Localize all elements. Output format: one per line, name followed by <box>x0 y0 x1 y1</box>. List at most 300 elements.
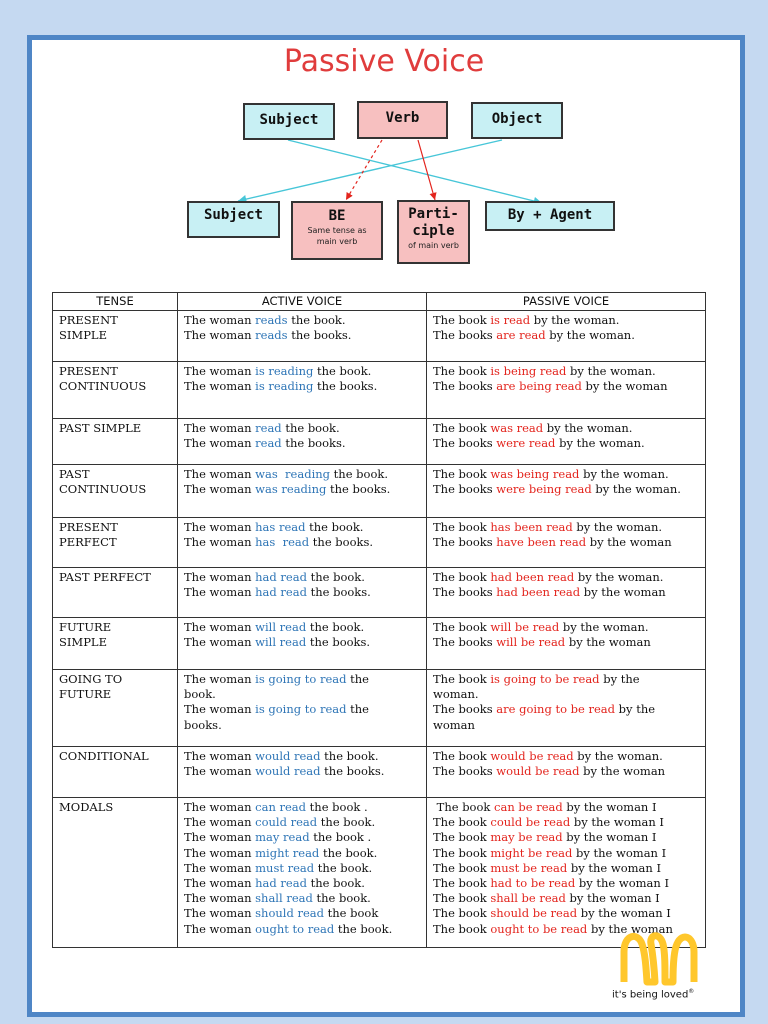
tense-cell <box>53 311 178 362</box>
sentence-text: by the woman <box>580 585 666 600</box>
sentence-text: The woman <box>184 764 256 779</box>
passive-voice-cell <box>427 311 706 362</box>
subject-to-agent-arrow <box>288 140 542 203</box>
tense-label: PRESENT <box>59 520 118 534</box>
sentence-text: The woman <box>184 570 256 584</box>
active-voice-cell <box>178 747 427 798</box>
active-verb-highlight: has read <box>255 535 310 550</box>
sentence-text: The books <box>433 436 497 451</box>
sentence-text: the book. <box>320 749 379 763</box>
tense-label: GOING TO <box>59 672 123 686</box>
passive-voice-cell <box>427 568 706 618</box>
passive-voice-table <box>52 292 706 948</box>
sentence-text: the book. <box>306 876 365 891</box>
active-sentence <box>184 846 420 861</box>
active-verb-highlight: will read <box>255 620 307 634</box>
header-passive-voice: PASSIVE VOICE <box>427 293 706 311</box>
tense-cell <box>53 798 178 948</box>
sentence-text: The woman <box>184 749 256 763</box>
sentence-text: The books <box>433 764 497 779</box>
sentence-text: the book. <box>319 845 378 860</box>
passive-verb-highlight: shall be read <box>490 891 566 906</box>
passive-sentence <box>433 749 699 764</box>
voice-diagram <box>0 0 768 290</box>
sentence-text: The woman <box>184 891 256 906</box>
table-row <box>53 518 706 568</box>
passive-sentence <box>433 764 699 779</box>
passive-sentence <box>433 328 699 343</box>
tense-cell <box>53 670 178 747</box>
passive-sentence <box>433 830 699 845</box>
passive-sentence <box>433 876 699 891</box>
active-voice-cell <box>178 311 427 362</box>
sentence-text: The woman <box>184 328 256 343</box>
passive-verb-highlight: is read <box>490 313 531 327</box>
passive-voice-cell <box>427 362 706 419</box>
passive-verb-highlight: are read <box>496 328 546 343</box>
header-active-voice: ACTIVE VOICE <box>178 293 427 311</box>
sentence-text: the book. <box>317 815 376 830</box>
be-note-line2: main verb <box>316 237 358 246</box>
passive-voice-cell <box>427 618 706 670</box>
passive-verb-highlight: are going to be read <box>496 702 616 717</box>
passive-sentence <box>433 482 699 497</box>
active-sentence <box>184 620 420 635</box>
tense-label: CONTINUOUS <box>59 379 147 394</box>
sentence-text: The woman <box>184 585 256 600</box>
participle-box <box>397 200 470 264</box>
passive-verb-highlight: could be read <box>490 815 571 830</box>
sentence-text: the book. <box>314 860 373 875</box>
passive-verb-highlight: are being read <box>496 379 582 394</box>
active-voice-cell <box>178 568 427 618</box>
passive-verb-highlight: will be read <box>496 635 566 650</box>
active-sentence <box>184 718 420 733</box>
tense-label: CONDITIONAL <box>59 749 149 763</box>
passive-sentence <box>433 313 699 328</box>
passive-verb-highlight: is being read <box>490 364 567 378</box>
active-sentence <box>184 830 420 845</box>
tense-label: MODALS <box>59 800 114 814</box>
passive-verb-highlight: had to be read <box>490 876 576 891</box>
active-verb-highlight: would read <box>255 749 321 763</box>
active-sentence <box>184 672 420 687</box>
passive-verb-highlight: might be read <box>490 845 573 860</box>
participle-note: of main verb <box>408 241 459 250</box>
active-verb-highlight: read <box>255 436 282 451</box>
passive-verb-highlight: had been read <box>490 570 575 584</box>
sentence-text: by the woman <box>581 379 668 394</box>
sentence-text: by the woman <box>565 635 651 650</box>
tense-label: CONTINUOUS <box>59 482 147 497</box>
top-object-label: Object <box>491 111 543 127</box>
sentence-text: The woman <box>184 876 256 891</box>
sentence-text: The woman <box>184 482 256 497</box>
sentence-text: by the woman. <box>555 436 645 451</box>
passive-verb-highlight: have been read <box>496 535 587 550</box>
sentence-text: The book <box>433 520 491 534</box>
sentence-text: the books. <box>309 535 374 550</box>
passive-sentence <box>433 620 699 635</box>
sentence-text: the book . <box>309 830 372 845</box>
active-verb-highlight: read <box>255 421 282 435</box>
table-row <box>53 568 706 618</box>
passive-sentence <box>433 861 699 876</box>
sentence-text: woman <box>433 717 475 732</box>
top-verb-label: Verb <box>385 110 420 126</box>
active-verb-highlight: can read <box>255 800 307 814</box>
passive-sentence <box>433 635 699 650</box>
table-header-row <box>53 293 706 311</box>
sentence-text: the books. <box>287 328 352 343</box>
active-verb-highlight: reads <box>255 313 288 327</box>
header-tense: TENSE <box>53 293 178 311</box>
passive-verb-highlight: will be read <box>490 620 560 634</box>
sentence-text: The book <box>433 570 491 584</box>
tense-cell <box>53 747 178 798</box>
sentence-text: The woman <box>184 520 256 534</box>
sentence-text: by the woman. <box>543 421 633 435</box>
active-verb-highlight: is reading <box>255 364 314 378</box>
sentence-text: The book <box>433 800 495 814</box>
sentence-text: The woman <box>184 815 256 830</box>
sentence-text: The book <box>433 672 491 686</box>
sentence-text: by the woman I <box>577 906 671 921</box>
sentence-text: the books. <box>306 635 371 650</box>
passive-verb-highlight: may be read <box>490 830 563 845</box>
sentence-text: by the woman <box>587 921 673 936</box>
tense-label: PAST <box>59 467 90 481</box>
passive-sentence <box>433 815 699 830</box>
sentence-text: book. <box>184 687 216 702</box>
active-sentence <box>184 520 420 535</box>
active-sentence <box>184 876 420 891</box>
sentence-text: the books. <box>306 585 371 600</box>
sentence-text: by the woman. <box>579 467 669 481</box>
sentence-text: The woman <box>184 830 256 845</box>
sentence-text: the books. <box>320 764 385 779</box>
active-verb-highlight: might read <box>255 845 320 860</box>
sentence-text: The books <box>433 328 497 343</box>
tense-label: PRESENT <box>59 364 118 378</box>
active-sentence <box>184 379 420 394</box>
passive-verb-highlight: were being read <box>496 482 592 497</box>
active-verb-highlight: had read <box>255 876 307 891</box>
sentence-text: The book <box>433 313 491 327</box>
passive-sentence <box>433 702 699 717</box>
active-sentence <box>184 922 420 937</box>
sentence-text: by the <box>615 702 656 717</box>
sentence-text: by the woman. <box>530 313 620 327</box>
participle-label-line2: ciple <box>412 223 455 239</box>
sentence-text: by the woman. <box>574 570 664 584</box>
sentence-text: the books. <box>326 482 391 497</box>
passive-sentence <box>433 891 699 906</box>
passive-sentence <box>433 467 699 482</box>
sentence-text: The woman <box>184 672 256 686</box>
active-sentence <box>184 436 420 451</box>
active-verb-highlight: reads <box>255 328 288 343</box>
active-sentence <box>184 815 420 830</box>
passive-verb-highlight: should be read <box>490 906 578 921</box>
sentence-text: the book. <box>306 620 365 634</box>
active-verb-highlight: would read <box>255 764 321 779</box>
passive-sentence <box>433 436 699 451</box>
active-sentence <box>184 421 420 436</box>
sentence-text: The book <box>433 421 491 435</box>
sentence-text: The woman <box>184 379 256 394</box>
active-voice-cell <box>178 362 427 419</box>
active-sentence <box>184 467 420 482</box>
page-title: Passive Voice <box>283 44 485 79</box>
sentence-text: by the woman I <box>562 800 657 814</box>
active-sentence <box>184 891 420 906</box>
passive-verb-highlight: has been read <box>490 520 573 534</box>
table-row <box>53 362 706 419</box>
sentence-text: The book <box>433 860 491 875</box>
sentence-text: the <box>346 702 369 717</box>
verb-to-participle-arrow <box>418 140 435 200</box>
sentence-text: by the woman. <box>573 749 663 763</box>
sentence-text: the book. <box>334 921 393 936</box>
be-note-line1: Same tense as <box>307 226 367 235</box>
active-sentence <box>184 861 420 876</box>
sentence-text: by the woman. <box>566 364 656 378</box>
sentence-text: by the woman <box>586 535 672 550</box>
passive-voice-cell <box>427 518 706 568</box>
tense-label: FUTURE <box>59 687 112 702</box>
passive-sentence <box>433 421 699 436</box>
active-voice-cell <box>178 419 427 465</box>
be-box <box>291 201 383 260</box>
tense-label: PRESENT <box>59 313 118 327</box>
passive-verb-highlight: ought to be read <box>490 921 588 936</box>
sentence-text: The woman <box>184 421 256 435</box>
table-row <box>53 618 706 670</box>
sentence-text: The books <box>433 635 497 650</box>
tense-cell <box>53 618 178 670</box>
sentence-text: The books <box>433 482 497 497</box>
passive-verb-highlight: must be read <box>490 860 568 875</box>
sentence-text: The book <box>433 749 491 763</box>
sentence-text: the <box>346 672 369 686</box>
tense-cell <box>53 362 178 419</box>
sentence-text: by the woman I <box>567 860 662 875</box>
be-label: BE <box>328 208 346 224</box>
passive-verb-highlight: had been read <box>496 585 581 600</box>
table-row <box>53 311 706 362</box>
sentence-text: The book <box>433 830 491 845</box>
sentence-text: The books <box>433 585 497 600</box>
sentence-text: by the woman. <box>559 620 649 634</box>
active-sentence <box>184 482 420 497</box>
tense-label: SIMPLE <box>59 635 107 650</box>
active-sentence <box>184 313 420 328</box>
active-verb-highlight: must read <box>255 860 315 875</box>
passive-verb-highlight: were read <box>496 436 556 451</box>
sentence-text: by the woman I <box>562 830 657 845</box>
tense-label: FUTURE <box>59 620 112 634</box>
passive-sentence <box>433 672 699 687</box>
diagram-arrows <box>0 0 768 290</box>
passive-sentence <box>433 585 699 600</box>
passive-verb-highlight: would be read <box>490 749 574 763</box>
tense-cell <box>53 518 178 568</box>
passive-sentence <box>433 535 699 550</box>
top-subject-label: Subject <box>259 112 319 128</box>
sentence-text: the book. <box>312 891 371 906</box>
active-verb-highlight: should read <box>255 906 324 921</box>
logo-tagline <box>612 988 694 1000</box>
active-verb-highlight: may read <box>255 830 310 845</box>
sentence-text: The book <box>433 467 491 481</box>
sentence-text: the book. <box>281 421 340 435</box>
registered-mark: ® <box>688 988 695 995</box>
sentence-text: The books <box>433 535 497 550</box>
sentence-text: by the <box>599 672 640 686</box>
tense-cell <box>53 568 178 618</box>
active-sentence <box>184 764 420 779</box>
passive-sentence <box>433 364 699 379</box>
passive-verb-highlight: can be read <box>494 800 563 814</box>
active-verb-highlight: is going to read <box>255 672 347 686</box>
sentence-text: by the woman I <box>575 876 669 891</box>
passive-voice-cell <box>427 670 706 747</box>
sentence-text: by the woman. <box>591 482 681 497</box>
sentence-text: by the woman I <box>565 891 660 906</box>
sentence-text: the books. <box>281 436 346 451</box>
sentence-text: the book. <box>330 467 389 481</box>
active-verb-highlight: ought to read <box>255 921 335 936</box>
active-voice-cell <box>178 465 427 518</box>
active-sentence <box>184 800 420 815</box>
sentence-text: The book <box>433 845 491 860</box>
tense-label: PAST SIMPLE <box>59 421 142 435</box>
bottom-subject-label: Subject <box>203 207 263 223</box>
table-row <box>53 670 706 747</box>
sentence-text: The woman <box>184 860 256 875</box>
passive-sentence <box>433 846 699 861</box>
sentence-text: the book <box>324 906 379 921</box>
active-verb-highlight: is going to read <box>255 702 347 717</box>
top-subject-box <box>243 103 335 140</box>
sentence-text: The woman <box>184 921 256 936</box>
sentence-text: the books. <box>313 379 378 394</box>
active-sentence <box>184 635 420 650</box>
active-voice-cell <box>178 618 427 670</box>
active-verb-highlight: will read <box>255 635 307 650</box>
passive-voice-cell <box>427 419 706 465</box>
active-sentence <box>184 364 420 379</box>
sentence-text: The woman <box>184 535 256 550</box>
top-verb-box <box>357 101 448 139</box>
sentence-text: the book. <box>305 520 364 534</box>
tense-label: PERFECT <box>59 535 117 550</box>
participle-label-line1: Parti- <box>408 206 459 222</box>
sentence-text: The woman <box>184 845 256 860</box>
sentence-text: the book. <box>287 313 346 327</box>
passive-voice-cell <box>427 465 706 518</box>
sentence-text: woman. <box>433 687 479 702</box>
sentence-text: The woman <box>184 620 256 634</box>
sentence-text: by the woman. <box>572 520 663 534</box>
sentence-text: The books <box>433 379 497 394</box>
passive-verb-highlight: is going to be read <box>490 672 600 686</box>
active-sentence <box>184 906 420 921</box>
active-verb-highlight: had read <box>255 570 307 584</box>
active-verb-highlight: was reading <box>255 482 327 497</box>
sentence-text: The woman <box>184 436 256 451</box>
active-sentence <box>184 749 420 764</box>
sentence-text: The book <box>433 620 491 634</box>
bottom-subject-box <box>187 201 280 238</box>
passive-sentence <box>433 520 699 535</box>
table-row <box>53 798 706 948</box>
sentence-text: The woman <box>184 635 256 650</box>
top-object-box <box>471 102 563 139</box>
active-voice-cell <box>178 518 427 568</box>
sentence-text: The book <box>433 906 491 921</box>
active-verb-highlight: had read <box>255 585 307 600</box>
passive-sentence <box>433 800 699 815</box>
sentence-text: The book <box>433 891 491 906</box>
sentence-text: The woman <box>184 364 256 378</box>
passive-sentence <box>433 906 699 921</box>
sentence-text: by the woman <box>579 764 666 779</box>
active-sentence <box>184 535 420 550</box>
active-sentence <box>184 687 420 702</box>
sentence-text: The book <box>433 876 491 891</box>
active-sentence <box>184 702 420 717</box>
sentence-text: by the woman. <box>545 328 635 343</box>
sentence-text: by the woman I <box>572 845 667 860</box>
active-sentence <box>184 585 420 600</box>
active-sentence <box>184 328 420 343</box>
sentence-text: The woman <box>184 467 256 481</box>
passive-voice-cell <box>427 747 706 798</box>
passive-sentence <box>433 718 699 733</box>
sentence-text: The book <box>433 815 491 830</box>
object-to-subject-arrow <box>238 140 502 201</box>
active-voice-cell <box>178 670 427 747</box>
passive-verb-highlight: was being read <box>490 467 580 481</box>
table-row <box>53 747 706 798</box>
sentence-text: The book <box>433 921 491 936</box>
sentence-text: The woman <box>184 702 256 717</box>
sentence-text: the book . <box>306 800 368 814</box>
sentence-text: The books <box>433 702 497 717</box>
tense-label: PAST PERFECT <box>59 570 151 584</box>
tense-label: SIMPLE <box>59 328 107 343</box>
tense-cell <box>53 465 178 518</box>
table-row <box>53 465 706 518</box>
passive-verb-highlight: would be read <box>496 764 580 779</box>
active-verb-highlight: has read <box>255 520 306 534</box>
verb-to-be-arrow <box>346 140 382 200</box>
passive-verb-highlight: was read <box>490 421 544 435</box>
agent-box <box>485 201 615 231</box>
passive-voice-cell <box>427 798 706 948</box>
sentence-text: The book <box>433 364 491 378</box>
sentence-text: the book. <box>313 364 372 378</box>
sentence-text: by the woman I <box>570 815 664 830</box>
passive-sentence <box>433 379 699 394</box>
sentence-text: The woman <box>184 800 256 814</box>
active-sentence <box>184 570 420 585</box>
passive-sentence <box>433 570 699 585</box>
passive-sentence <box>433 687 699 702</box>
active-voice-cell <box>178 798 427 948</box>
